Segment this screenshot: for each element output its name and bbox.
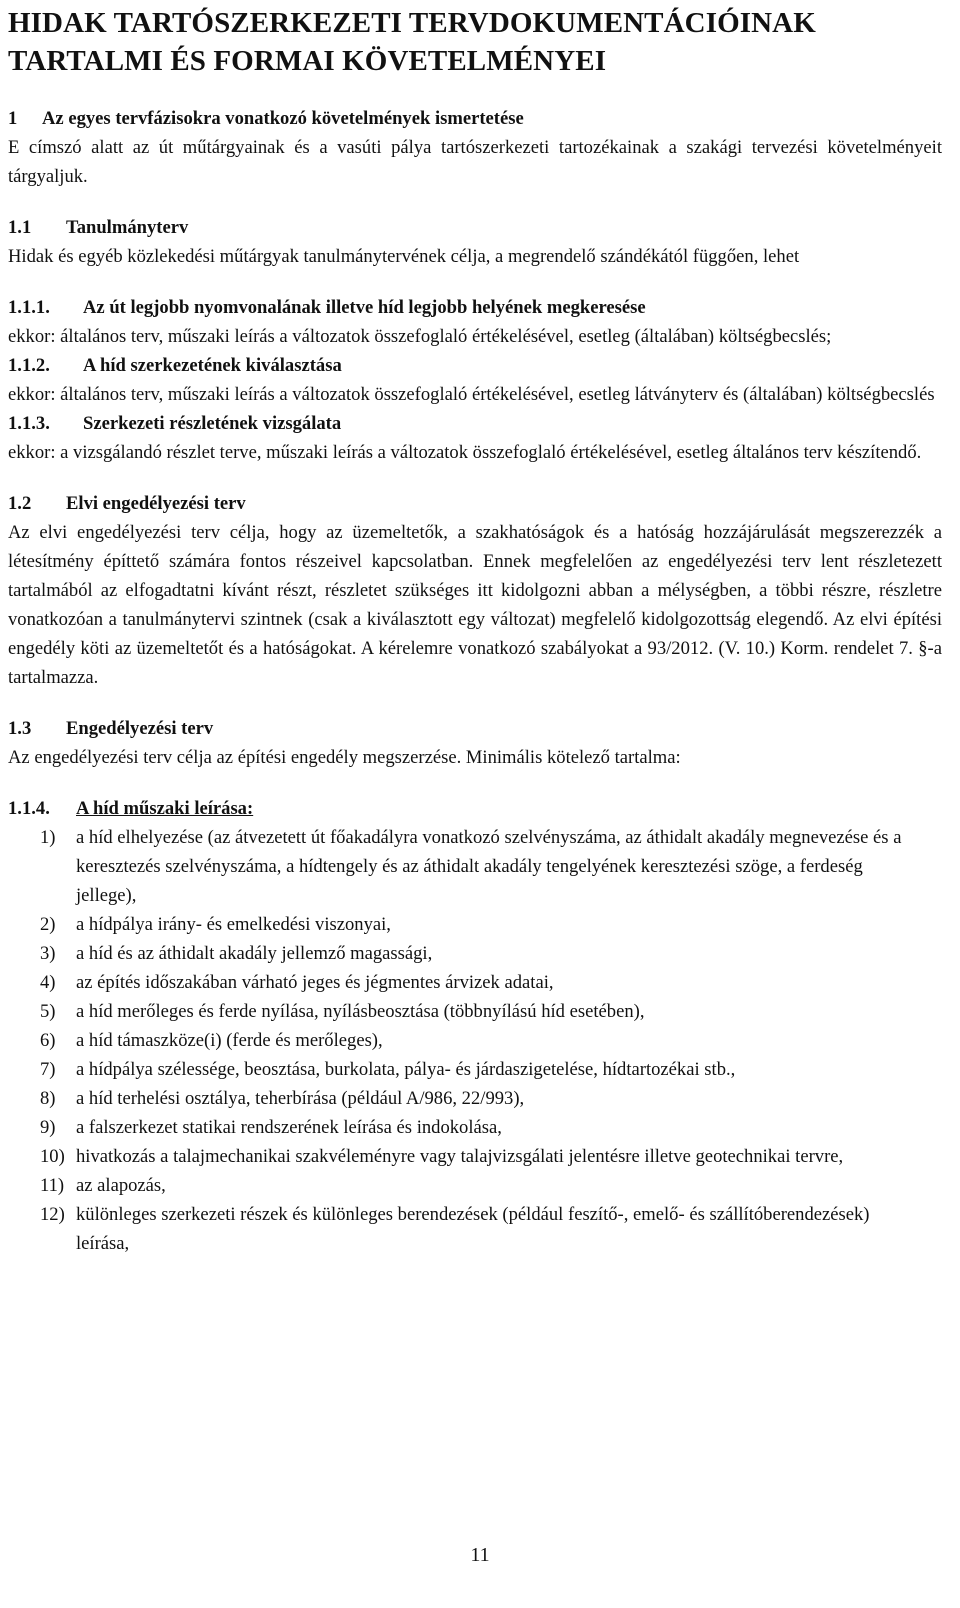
list-item-text: különleges szerkezeti részek és különleges berendezések (például feszítő-, emelő- és szállítóberendezések) leírása, [76,1204,870,1254]
section-title: Szerkezeti részletének vizsgálata [83,413,342,434]
section-1-1-2-text: ekkor: általános terv, műszaki leírás a változatok összefoglaló értékelésével, esetleg látványterv és (általában) költségbecslés [8,384,935,405]
section-1-heading [8,104,942,133]
list-item [8,1084,942,1113]
list-item-text: az építés időszakában várható jeges és jégmentes árvizek adatai, [76,972,554,993]
section-1-2-heading [8,489,942,518]
list-item [8,910,942,939]
section-title: Tanulmányterv [66,217,189,238]
section-number: 1.1.2. [8,355,50,376]
list-item [8,1026,942,1055]
list-item-text: a hídpálya irány- és emelkedési viszonyai, [76,914,391,935]
section-number: 1.2 [8,493,32,514]
section-1-3-heading [8,714,942,743]
list-item-text: hivatkozás a talajmechanikai szakvéleményre vagy talajvizsgálati jelentésre illetve geotechnikai tervre, [76,1146,844,1167]
section-title: Engedélyezési terv [66,718,214,739]
list-item [8,939,942,968]
list-item [8,823,942,910]
section-title: A híd szerkezetének kiválasztása [83,355,342,376]
document-page [8,4,942,1258]
section-number: 1.1.4. [8,798,50,819]
list-item [8,1055,942,1084]
section-number: 1 [8,108,18,129]
section-title: Elvi engedélyezési terv [66,493,246,514]
page-number: 11 [470,1544,490,1566]
list-item-number: 8) [40,1088,56,1109]
section-1-1-heading [8,213,942,242]
section-number: 1.3 [8,718,32,739]
title-line-1: HIDAK TARTÓSZERKEZETI TERVDOKUMENTÁCIÓINAK [8,7,816,39]
document-title [8,4,942,80]
list-item-text: a híd elhelyezése (az átvezetett út főakadályra vonatkozó szelvényszáma, az áthidalt akadály megnevezése és a keresztezés szelvényszáma, a hídtengely és az áthidalt akadály tengelyének keresztezési szöge, a ferdeség jellege), [76,827,902,906]
list-item-number: 7) [40,1059,56,1080]
list-item-text: a híd terhelési osztálya, teherbírása (például A/986, 22/993), [76,1088,525,1109]
section-number: 1.1 [8,217,32,238]
title-line-2: TARTALMI ÉS FORMAI KÖVETELMÉNYEI [8,45,607,77]
list-item-number: 1) [40,827,56,848]
list-item-number: 11) [40,1175,65,1196]
list-item-text: az alapozás, [76,1175,166,1196]
list-item [8,1171,942,1200]
list-item-text: a híd támaszköze(i) (ferde és merőleges), [76,1030,383,1051]
list-item-text: a falszerkezet statikai rendszerének leírása és indokolása, [76,1117,502,1138]
section-1-1-4-heading [8,794,942,823]
list-item [8,1113,942,1142]
list-item [8,968,942,997]
section-1-1-2-heading [8,351,942,380]
list-item [8,1142,942,1171]
list-item-number: 10) [40,1146,65,1167]
list-item-number: 9) [40,1117,56,1138]
section-title: Az út legjobb nyomvonalának illetve híd legjobb helyének megkeresése [83,297,646,318]
list-item-number: 4) [40,972,56,993]
section-1-1-intro: Hidak és egyéb közlekedési műtárgyak tanulmánytervének célja, a megrendelő szándékától függően, lehet [8,246,800,267]
section-1-3-text: Az engedélyezési terv célja az építési engedély megszerzése. Minimális kötelező tartalma: [8,747,681,768]
list-item [8,1200,942,1258]
section-title: Az egyes tervfázisokra vonatkozó követelmények ismertetése [42,108,524,129]
technical-description-list [8,823,942,1258]
section-1-1-1-text: ekkor: általános terv, műszaki leírás a változatok összefoglaló értékelésével, esetleg (általában) költségbecslés; [8,326,832,347]
section-1-1-3-text: ekkor: a vizsgálandó részlet terve, műszaki leírás a változatok összefoglaló értékelésével, esetleg általános terv készítendő. [8,442,922,463]
list-item-text: a híd merőleges és ferde nyílása, nyílásbeosztása (többnyílású híd esetében), [76,1001,645,1022]
section-1-1-3-heading [8,409,942,438]
list-item-number: 2) [40,914,56,935]
section-number: 1.1.1. [8,297,50,318]
section-1-1-1-heading [8,293,942,322]
list-item-text: a híd és az áthidalt akadály jellemző magassági, [76,943,433,964]
list-item-number: 3) [40,943,56,964]
section-1-2-text: Az elvi engedélyezési terv célja, hogy az üzemeltetők, a szakhatóságok és a hatóság hozzájárulását megszerezzék a létesítmény építtető számára fontos részeivel kapcsolatban. Ennek megfelelően az engedélyezési terv lent részletezett tartalmából az elfogadtatni kívánt részt, részletet szükséges itt kidolgozni abban a mélységben, a többi részre, részletre vonatkozóan a tanulmánytervi szintnek (csak a kiválasztott egy változat) megfelelő kidolgozottság elegendő. Az elvi építési engedély köti az üzemeltetőt és a hatóságokat. A kérelemre vonatkozó szabályokat a 93/2012. (V. 10.) Korm. rendelet 7. §-a tartalmazza. [8,522,942,688]
section-title: A híd műszaki leírása: [76,798,254,819]
list-item-text: a hídpálya szélessége, beosztása, burkolata, pálya- és járdaszigetelése, hídtartozékai stb., [76,1059,736,1080]
list-item-number: 6) [40,1030,56,1051]
list-item-number: 12) [40,1204,65,1225]
section-number: 1.1.3. [8,413,50,434]
list-item [8,997,942,1026]
section-1-intro: E címszó alatt az út műtárgyainak és a vasúti pálya tartószerkezeti tartozékainak a szakági tervezési követelményeit tárgyaljuk. [8,137,942,187]
list-item-number: 5) [40,1001,56,1022]
